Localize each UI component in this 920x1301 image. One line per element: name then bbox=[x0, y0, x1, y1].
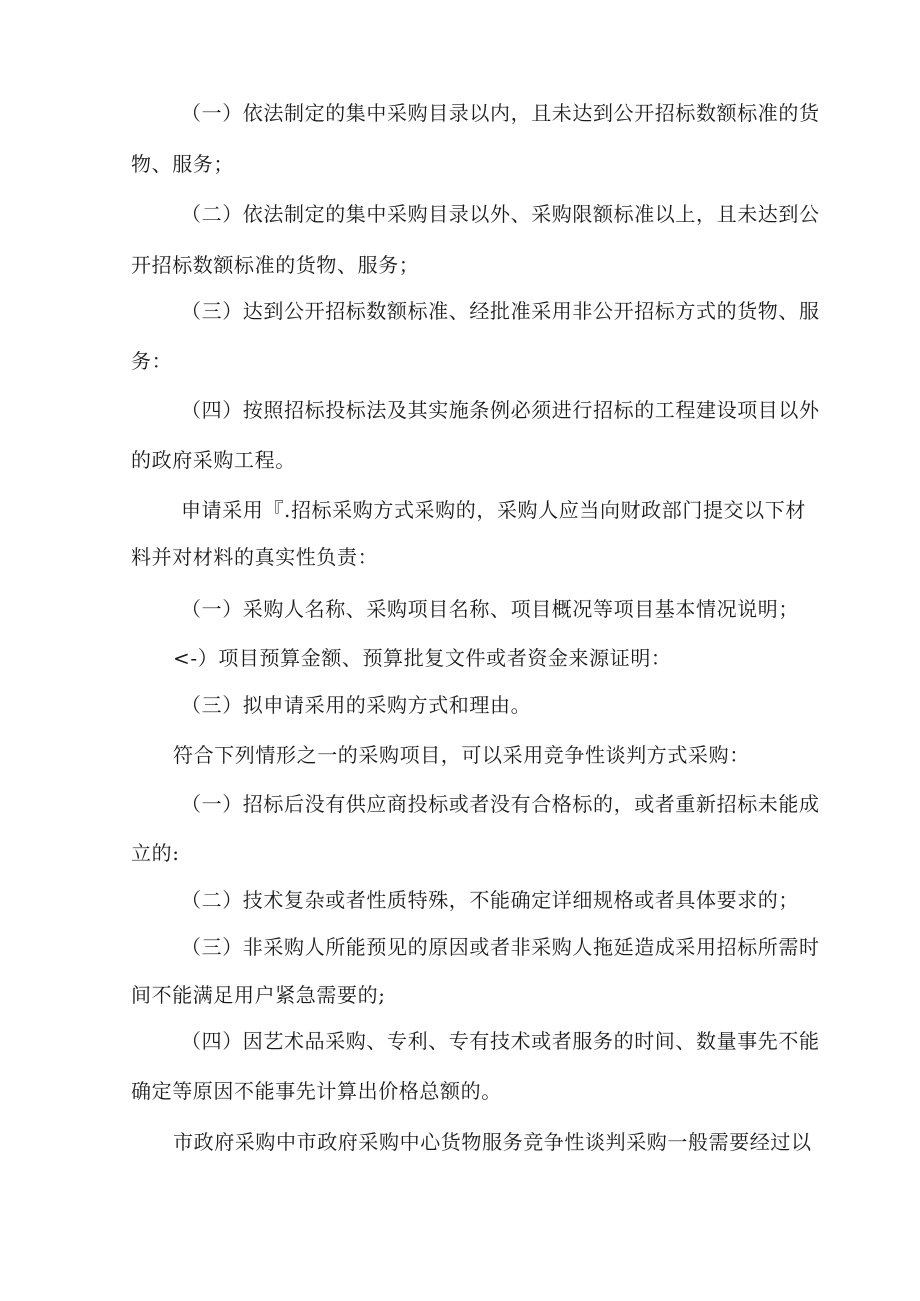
text-line: 的政府采购工程。 bbox=[131, 448, 296, 472]
text-line: （三）达到公开招标数额标准、经批准采用非公开招标方式的货物、服 bbox=[181, 299, 820, 323]
text-line: （四）因艺术品采购、专利、专有技术或者服务的时间、数量事先不能 bbox=[181, 1029, 820, 1053]
text-line: 市政府采购中市政府采购中心货物服务竞争性谈判采购一般需要经过以 bbox=[173, 1130, 812, 1154]
text-line: （一）招标后没有供应商投标或者没有合格标的，或者重新招标未能成 bbox=[181, 792, 820, 816]
text-line: <-）项目预算金额、预算批复文件或者资金来源证明： bbox=[173, 646, 672, 670]
text-line: 立的: bbox=[131, 841, 180, 865]
text-line: （一）依法制定的集中采购目录以内，且未达到公开招标数额标准的货 bbox=[181, 101, 820, 125]
text-line: 确定等原因不能事先计算出价格总额的。 bbox=[131, 1079, 502, 1103]
text-line: （四）按照招标投标法及其实施条例必须进行招标的工程建设项目以外 bbox=[181, 398, 820, 422]
text-line: 开招标数额标准的货物、服务； bbox=[131, 253, 420, 277]
text-line: 申请采用『.招标采购方式采购的，采购人应当向财政部门提交以下材 bbox=[181, 498, 806, 522]
text-line: （三）非采购人所能预见的原因或者非采购人拖延造成采用招标所需时 bbox=[181, 935, 820, 959]
text-line: （二）技术复杂或者性质特殊，不能确定详细规格或者具体要求的； bbox=[181, 888, 799, 912]
text-line: 间不能满足用户紧急需要的; bbox=[131, 983, 386, 1007]
text-line: （三）拟申请采用的采购方式和理由。 bbox=[181, 693, 532, 717]
text-line: （一）采购人名称、采购项目名称、项目概况等项目基本情况说明； bbox=[181, 597, 799, 621]
text-line: 符合下列情形之一的采购项目，可以采用竞争性谈判方式采购： bbox=[173, 743, 750, 767]
text-line: （二）依法制定的集中采购目录以外、采购限额标准以上，且未达到公 bbox=[181, 202, 820, 226]
text-line: 料并对材料的真实性负责： bbox=[131, 545, 379, 569]
text-line: 物、服务； bbox=[131, 152, 234, 176]
text-line: 务： bbox=[131, 349, 173, 373]
